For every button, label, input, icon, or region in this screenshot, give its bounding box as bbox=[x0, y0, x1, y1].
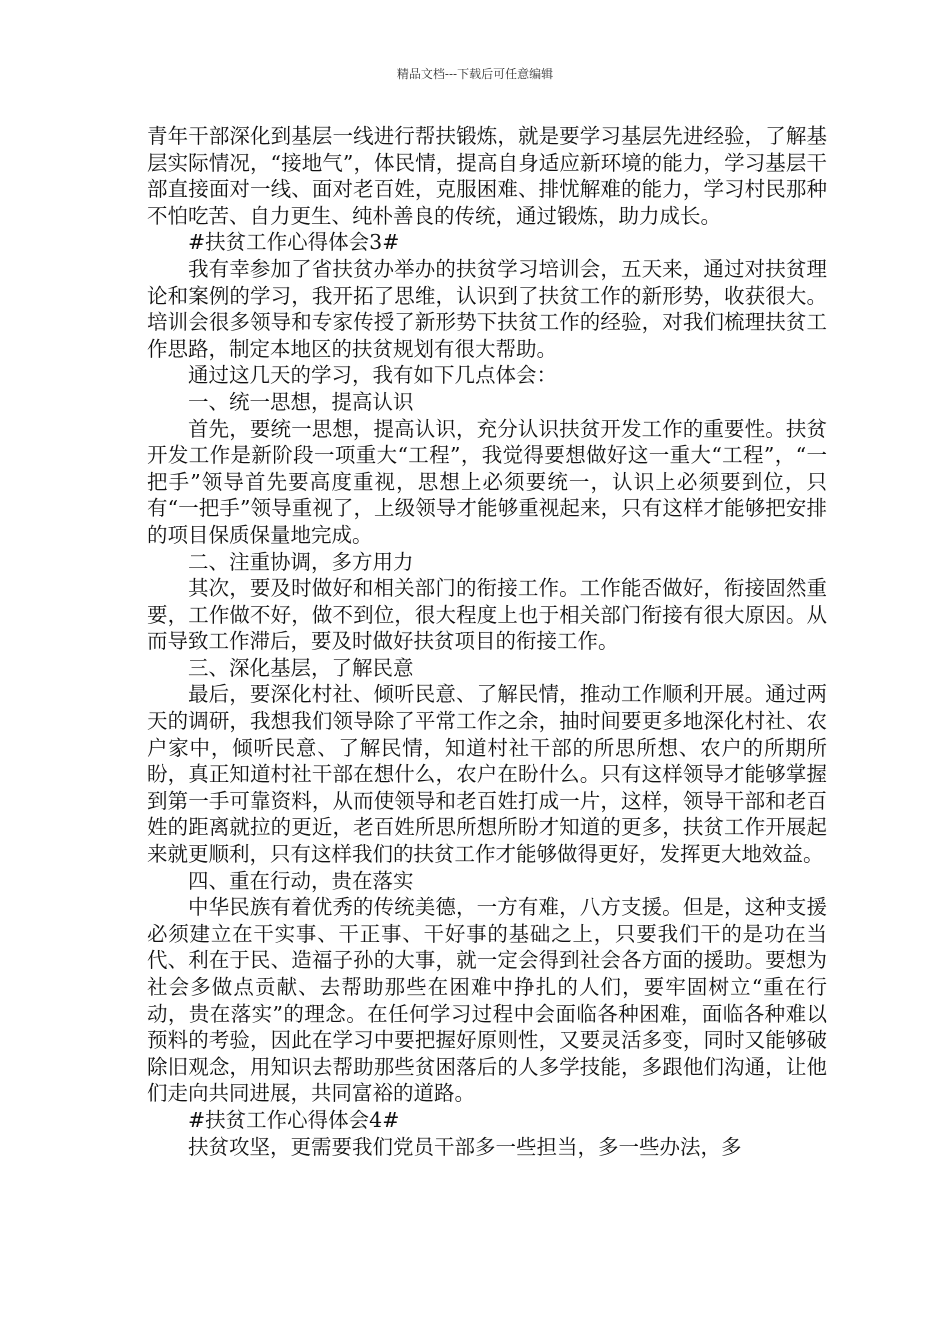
paragraph: 通过这几天的学习，我有如下几点体会： bbox=[188, 363, 557, 388]
point-heading-2: 二、注重协调，多方用力 bbox=[188, 549, 414, 574]
paragraph: 最后，要深化村社、倾听民意、了解民情，推动工作顺利开展。通过两天的调研，我想我们领导除了平常工作之余，抽时间要更多地深化村社、农户家中，倾听民意、了解民情，知道村社干部的所思所想、农户的所期所盼，真正知道村社干部在想什么，农户在盼什么。只有这样领导才能够掌握到第一手可靠资料，从而使领导和老百姓打成一片，这样，领导干部和老百姓的距离就拉的更近，老百姓所思所想所盼才知道的更多，扶贫工作开展起来就更顺利，只有这样我们的扶贫工作才能够做得更好，发挥更大地效益。 bbox=[147, 682, 827, 867]
point-heading-3: 三、深化基层，了解民意 bbox=[188, 655, 414, 680]
point-heading-1: 一、统一思想，提高认识 bbox=[188, 389, 414, 414]
document-body bbox=[147, 123, 827, 1160]
paragraph: 其次，要及时做好和相关部门的衔接工作。工作能否做好，衔接固然重要，工作做不好，做不到位，很大程度上也于相关部门衔接有很大原因。从而导致工作滞后，要及时做好扶贫项目的衔接工作。 bbox=[147, 576, 827, 654]
paragraph: 我有幸参加了省扶贫办举办的扶贫学习培训会，五天来，通过对扶贫理论和案例的学习，我开拓了思维，认识到了扶贫工作的新形势，收获很大。培训会很多领导和专家传授了新形势下扶贫工作的经验，对我们梳理扶贫工作思路，制定本地区的扶贫规划有很大帮助。 bbox=[147, 256, 827, 361]
paragraph-intro: 青年干部深化到基层一线进行帮扶锻炼，就是要学习基层先进经验，了解基层实际情况，“接地气”，体民情，提高自身适应新环境的能力，学习基层干部直接面对一线、面对老百姓，克服困难、排忧解难的能力，学习村民那种不怕吃苦、自力更生、纯朴善良的传统，通过锻炼，助力成长。 bbox=[147, 124, 827, 228]
paragraph: 首先，要统一思想，提高认识，充分认识扶贫开发工作的重要性。扶贫开发工作是新阶段一项重大“工程”，我觉得要想做好这一重大“工程”，“一把手”领导首先要高度重视，思想上必须要统一，认识上必须要到位，只有“一把手”领导重视了，上级领导才能够重视起来，只有这样才能够把安排的项目保质保量地完成。 bbox=[147, 416, 827, 547]
paragraph: 扶贫攻坚，更需要我们党员干部多一些担当，多一些办法，多 bbox=[188, 1134, 742, 1159]
point-heading-4: 四、重在行动，贵在落实 bbox=[188, 868, 414, 893]
section-heading-3: #扶贫工作心得体会3# bbox=[188, 230, 400, 255]
page-header: 精品文档---下载后可任意编辑 bbox=[396, 67, 554, 81]
section-heading-4: #扶贫工作心得体会4# bbox=[188, 1107, 400, 1132]
paragraph: 中华民族有着优秀的传统美德，一方有难，八方支援。但是，这种支援必须建立在干实事、干正事、干好事的基础之上，只要我们干的是功在当代、利在于民、造福子孙的大事，就一定会得到社会各方面的援助。要想为社会多做点贡献、去帮助那些在困难中挣扎的人们，要牢固树立“重在行动，贵在落实”的理念。在任何学习过程中会面临各种困难，面临各种难以预料的考验，因此在学习中要把握好原则性，又要灵活多变，同时又能够破除旧观念，用知识去帮助那些贫困落后的人多学技能，多跟他们沟通，让他们走向共同进展，共同富裕的道路。 bbox=[147, 895, 827, 1106]
